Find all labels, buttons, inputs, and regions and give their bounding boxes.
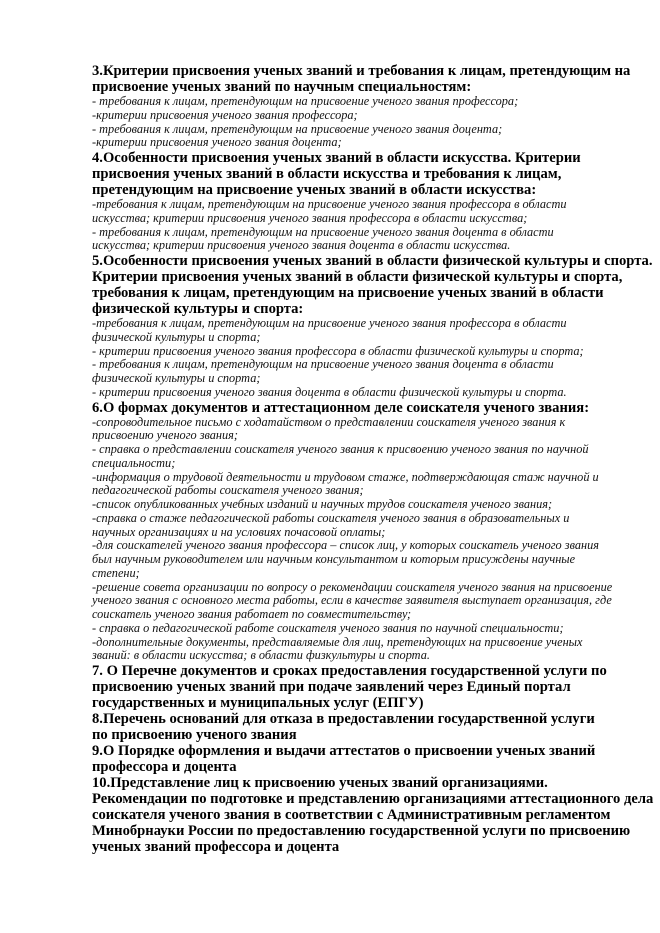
heading-line: 4.Особенности присвоения ученых званий в области искусства. Критерии: [92, 150, 581, 166]
list-item-line: научных организациях и на условиях почасовой оплаты;: [92, 524, 386, 539]
list-item-line: -требования к лицам, претендующим на присвоение ученого звания профессора в области: [92, 197, 567, 211]
heading-line: Критерии присвоения ученых званий в области физической культуры и спорта,: [92, 269, 623, 285]
heading-line: претендующим на присвоение ученых званий в области искусства:: [92, 182, 537, 198]
list-item-line: степени;: [92, 565, 140, 580]
heading-line: Рекомендации по подготовке и представлению организациями аттестационного дела: [92, 791, 654, 807]
heading-line: присвоения ученых званий в области искусства и требования к лицам,: [92, 166, 562, 182]
list-item-line: -сопроводительное письмо с ходатайством о представлении соискателя ученого звания к: [92, 414, 566, 429]
section-4-items: [92, 198, 632, 253]
list-item-line: -информация о трудовой деятельности и трудовом стаже, подтверждающая стаж научной и: [92, 469, 599, 484]
section-7-heading: [92, 663, 632, 711]
heading-line: 9.О Порядке оформления и выдачи аттестатов о присвоении ученых званий: [92, 743, 596, 759]
heading-line: государственных и муниципальных услуг (ЕПГУ): [92, 695, 424, 711]
list-item-line: специальности;: [92, 455, 176, 470]
section-8-heading: [92, 711, 632, 743]
list-item-line: -справка о стаже педагогической работы соискателя ученого звания в образовательных и: [92, 510, 570, 525]
heading-line: 8.Перечень оснований для отказа в предоставлении государственной услуги: [92, 711, 595, 727]
document-page: [92, 63, 654, 855]
list-item-line: был научным руководителем или научным консультантом и которым присуждены научные: [92, 552, 576, 566]
list-item-line: педагогической работы соискателя ученого звания;: [92, 483, 364, 498]
list-item-line: -для соискателей ученого звания профессора – список лиц, у которых соискатель ученого звания: [92, 538, 599, 553]
heading-line: требования к лицам, претендующим на присвоение ученых званий в области: [92, 285, 604, 301]
heading-line: присвоению ученых званий при подаче заявлений через Единый портал: [92, 679, 571, 695]
section-3-items: [92, 95, 632, 150]
list-item-line: -критерии присвоения ученого звания доцента;: [92, 135, 342, 150]
list-item-line: - требования к лицам, претендующим на присвоение ученого звания доцента в области: [92, 224, 554, 239]
heading-line: по присвоению ученого звания: [92, 727, 297, 743]
list-item-line: - требования к лицам, претендующим на присвоение ученого звания доцента;: [92, 121, 503, 136]
section-5-items: [92, 317, 632, 400]
list-item-line: присвоению ученого звания;: [92, 428, 238, 443]
list-item-line: физической культуры и спорта;: [92, 329, 261, 344]
section-6-items: [92, 416, 632, 664]
heading-line: профессора и доцента: [92, 759, 237, 775]
heading-line: физической культуры и спорта:: [92, 301, 304, 317]
list-item-line: -список опубликованных учебных изданий и научных трудов соискателя ученого звания;: [92, 497, 553, 511]
list-item-line: - критерии присвоения ученого звания доцента в области физической культуры и спорта.: [92, 384, 567, 399]
list-item-line: искусства; критерии присвоения ученого звания профессора в области искусства;: [92, 210, 528, 225]
list-item-line: -критерии присвоения ученого звания профессора;: [92, 107, 358, 122]
heading-line: 10.Представление лиц к присвоению ученых званий организациями.: [92, 775, 548, 791]
section-3-heading: [92, 63, 632, 95]
list-item-line: искусства; критерии присвоения ученого звания доцента в области искусства.: [92, 238, 511, 253]
section-5-heading: [92, 253, 653, 317]
list-item-line: - критерии присвоения ученого звания профессора в области физической культуры и спорта;: [92, 343, 584, 358]
list-item-line: -требования к лицам, претендующим на присвоение ученого звания профессора в области: [92, 316, 567, 330]
heading-line: присвоение ученых званий по научным специальностям:: [92, 79, 472, 95]
list-item-line: - справка о педагогической работе соискателя ученого звания по научной специальности;: [92, 620, 564, 635]
list-item-line: - справка о представлении соискателя ученого звания к присвоению ученого звания по научной: [92, 442, 589, 456]
list-item-line: ученого звания с основного места работы, если в качестве заявителя выступает организация, где: [92, 593, 612, 608]
heading-line: ученых званий профессора и доцента: [92, 839, 340, 855]
section-9-heading: [92, 743, 632, 775]
heading-line: Минобрнауки России по предоставлению государственной услуги по присвоению: [92, 823, 631, 839]
heading-line: соискателя ученого звания в соответствии с Административным регламентом: [92, 807, 611, 823]
section-10-heading: [92, 775, 654, 855]
list-item-line: - требования к лицам, претендующим на присвоение ученого звания профессора;: [92, 94, 519, 108]
list-item-line: - требования к лицам, претендующим на присвоение ученого звания доцента в области: [92, 357, 554, 372]
heading-line: 7. О Перечне документов и сроках предоставления государственной услуги по: [92, 663, 607, 679]
list-item-line: соискатель ученого звания работает по совместительству;: [92, 607, 412, 621]
heading-line: 5.Особенности присвоения ученых званий в области физической культуры и спорта.: [92, 253, 653, 269]
section-6-heading: [92, 400, 632, 416]
list-item-line: -решение совета организации по вопросу о рекомендации соискателя ученого звания на присвоение: [92, 579, 613, 594]
heading-line: 6.О формах документов и аттестационном деле соискателя ученого звания:: [92, 399, 590, 416]
list-item-line: званий: в области искусства; в области физкультуры и спорта.: [92, 648, 430, 663]
heading-line: 3.Критерии присвоения ученых званий и требования к лицам, претендующим на: [92, 63, 631, 79]
list-item-line: -дополнительные документы, представляемые для лиц, претендующих на присвоение ученых: [92, 634, 583, 649]
list-item-line: физической культуры и спорта;: [92, 371, 261, 385]
section-4-heading: [92, 150, 632, 198]
